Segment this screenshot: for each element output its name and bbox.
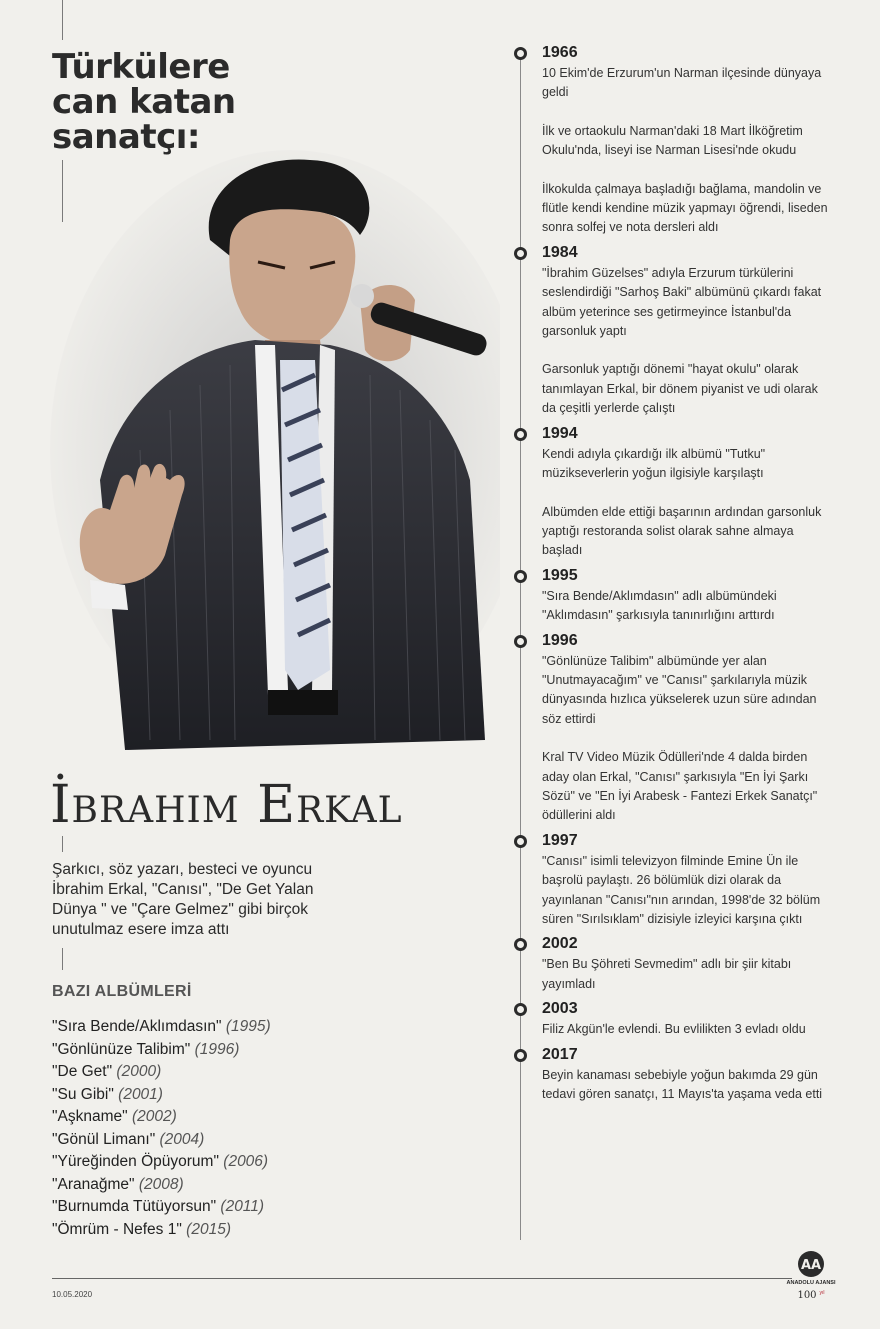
timeline-text: Beyin kanaması sebebiyle yoğun bakımda 29 gün tedavi gören sanatçı, 11 Mayıs'ta yaşama veda etti xyxy=(542,1067,823,1102)
album-title: "Burnumda Tütüyorsun" xyxy=(52,1198,217,1215)
timeline-entry xyxy=(520,832,860,930)
timeline-text: Kendi adıyla çıkardığı ilk albümü "Tutku" müzikseverlerin yoğun ilgisiyle karşılaştı xyxy=(542,446,766,481)
timeline-year: 1966 xyxy=(542,44,578,61)
timeline-dot-icon xyxy=(514,428,527,441)
timeline-dot-icon xyxy=(514,1049,527,1062)
svg-text:yıl: yıl xyxy=(819,1290,825,1296)
timeline-text: 10 Ekim'de Erzurum'un Narman ilçesinde dünyaya geldi xyxy=(542,66,822,100)
artist-name: İbrahim Erkal xyxy=(50,775,403,835)
album-item xyxy=(52,1106,271,1129)
timeline-year: 2003 xyxy=(542,1000,578,1018)
albums-divider-line xyxy=(62,948,63,970)
singer-portrait-image xyxy=(30,150,500,760)
timeline-year: 1996 xyxy=(542,631,578,649)
album-item xyxy=(52,1219,271,1242)
album-year: (2001) xyxy=(118,1085,163,1103)
timeline-year: 2017 xyxy=(542,1045,578,1063)
timeline-entry xyxy=(520,44,860,238)
timeline-entry xyxy=(520,567,860,626)
album-year: (2000) xyxy=(116,1063,162,1080)
timeline-dot-icon xyxy=(514,47,527,60)
album-year: (2011) xyxy=(220,1198,265,1215)
albums-heading: BAZI ALBÜMLERİ xyxy=(52,983,192,1000)
album-item xyxy=(52,1016,271,1039)
timeline-entry xyxy=(520,632,860,826)
album-year: (2002) xyxy=(131,1108,177,1125)
timeline-text: Garsonluk yaptığı dönemi "hayat okulu" olarak tanımlayan Erkal, bir dönem piyanist ve udi olarak da çeşitli yerlerde çalıştı xyxy=(542,362,818,416)
anadolu-ajansi-logo xyxy=(786,1248,836,1308)
timeline-dot-icon xyxy=(514,835,527,848)
album-year: (1996) xyxy=(194,1040,240,1058)
album-title: "Aşkname" xyxy=(52,1108,128,1125)
timeline-entry xyxy=(520,425,860,561)
top-divider-line xyxy=(62,0,63,40)
title-line-3: sanatçı: xyxy=(52,117,200,157)
timeline-entry xyxy=(520,1046,860,1105)
summary-line-2: İbrahim Erkal, "Canısı", "De Get Yalan xyxy=(52,881,314,898)
album-item xyxy=(52,1061,271,1084)
timeline-text: Filiz Akgün'le evlendi. Bu evlilikten 3 evladı oldu xyxy=(542,1022,806,1037)
album-year: (2015) xyxy=(186,1220,231,1238)
album-title: "Aranağme" xyxy=(52,1175,135,1193)
album-item xyxy=(52,1196,271,1219)
album-year: (1995) xyxy=(225,1018,271,1035)
svg-text:100: 100 xyxy=(797,1290,817,1301)
album-year: (2004) xyxy=(159,1130,205,1148)
album-title: "Yüreğinden Öpüyorum" xyxy=(52,1153,219,1170)
timeline-dot-icon xyxy=(514,570,527,583)
timeline-dot-icon xyxy=(514,247,527,260)
album-title: "Gönül Limanı" xyxy=(52,1130,156,1148)
album-title: "Sıra Bende/Aklımdasın" xyxy=(52,1018,222,1035)
title-line-1: Türkülere xyxy=(52,47,230,87)
title-line-2: can katan xyxy=(52,82,236,122)
timeline-text: "Sıra Bende/Aklımdasın" adlı albümündeki "Aklımdasın" şarkısıyla tanınırlığını arttırdı xyxy=(542,588,777,623)
album-item xyxy=(52,1039,271,1062)
timeline-year: 1994 xyxy=(542,424,578,442)
publish-date: 10.05.2020 xyxy=(52,1290,93,1299)
album-title: "Gönlünüze Talibim" xyxy=(52,1040,191,1058)
album-year: (2006) xyxy=(223,1153,269,1170)
album-item xyxy=(52,1174,271,1197)
timeline-dot-icon xyxy=(514,938,527,951)
album-item xyxy=(52,1129,271,1152)
timeline-text: "Canısı" isimli televizyon filminde Emine Ün ile başrolü paylaştı. 26 bölümlük dizi olarak da yayınlanan "Canısı"nın arından, 1998'de 32 bölüm süren "Sırılsıklam" dizisiyle izleyici karşına çıktı xyxy=(542,853,821,926)
timeline-year: 2002 xyxy=(542,935,578,953)
summary-line-1: Şarkıcı, söz yazarı, besteci ve oyuncu xyxy=(52,861,313,878)
timeline-text: Kral TV Video Müzik Ödülleri'nde 4 dalda birden aday olan Erkal, "Canısı" şarkısıyla "En İyi Şarkı Sözü" ve "En İyi Arabesk - Fantezi Erkek Sanatçı" ödüllerini aldı xyxy=(542,750,818,823)
timeline-year: 1997 xyxy=(542,831,578,849)
album-item xyxy=(52,1151,271,1174)
timeline-entry xyxy=(520,935,860,994)
timeline-text: Albümden elde ettiği başarının ardından garsonluk yaptığı restoranda solist olarak sahne almaya başladı xyxy=(542,504,822,558)
album-title: "Ömrüm - Nefes 1" xyxy=(52,1220,182,1238)
timeline-text: "Ben Bu Şöhreti Sevmedim" adlı bir şiir kitabı yayımladı xyxy=(542,957,792,991)
timeline-text: İlkokulda çalmaya başladığı bağlama, mandolin ve flütle kendi kendine müzik yapmayı öğrendi, liseden sonra solfej ve nota dersleri aldı xyxy=(542,181,828,235)
album-item xyxy=(52,1084,271,1107)
album-year: (2008) xyxy=(138,1175,184,1193)
timeline-year: 1995 xyxy=(542,566,578,584)
timeline-text: "Gönlünüze Talibim" albümünde yer alan "Unutmayacağım" ve "Canısı" şarkılarıyla müzik dünyasında hızlıca yükselerek uzun süre adından söz ettirdi xyxy=(542,653,817,726)
svg-text:AA: AA xyxy=(800,1258,822,1273)
footer-divider xyxy=(52,1278,792,1279)
svg-text:ANADOLU AJANSI: ANADOLU AJANSI xyxy=(786,1280,836,1286)
page-title xyxy=(52,47,352,157)
summary-text xyxy=(52,860,352,940)
summary-line-3: Dünya " ve "Çare Gelmez" gibi birçok xyxy=(52,901,308,918)
timeline-text: İlk ve ortaokulu Narman'daki 18 Mart İlköğretim Okulu'nda, liseyi ise Narman Lisesi'nde okudu xyxy=(542,123,803,158)
timeline-entry xyxy=(520,244,860,419)
timeline-entry xyxy=(520,1000,860,1039)
summary-line-4: unutulmaz esere imza attı xyxy=(52,921,230,938)
albums-list xyxy=(52,1016,271,1241)
timeline-dot-icon xyxy=(514,635,527,648)
timeline-year: 1984 xyxy=(542,243,578,261)
timeline-dot-icon xyxy=(514,1003,527,1016)
album-title: "De Get" xyxy=(52,1063,113,1080)
timeline-text: "İbrahim Güzelses" adıyla Erzurum türkülerini seslendirdiği "Sarhoş Baki" albümünü çıkardı fakat albüm yeterince ses getirmeyince İstanbul'da garsonluk yaptı xyxy=(542,265,822,339)
album-title: "Su Gibi" xyxy=(52,1085,114,1103)
timeline xyxy=(520,44,860,1110)
